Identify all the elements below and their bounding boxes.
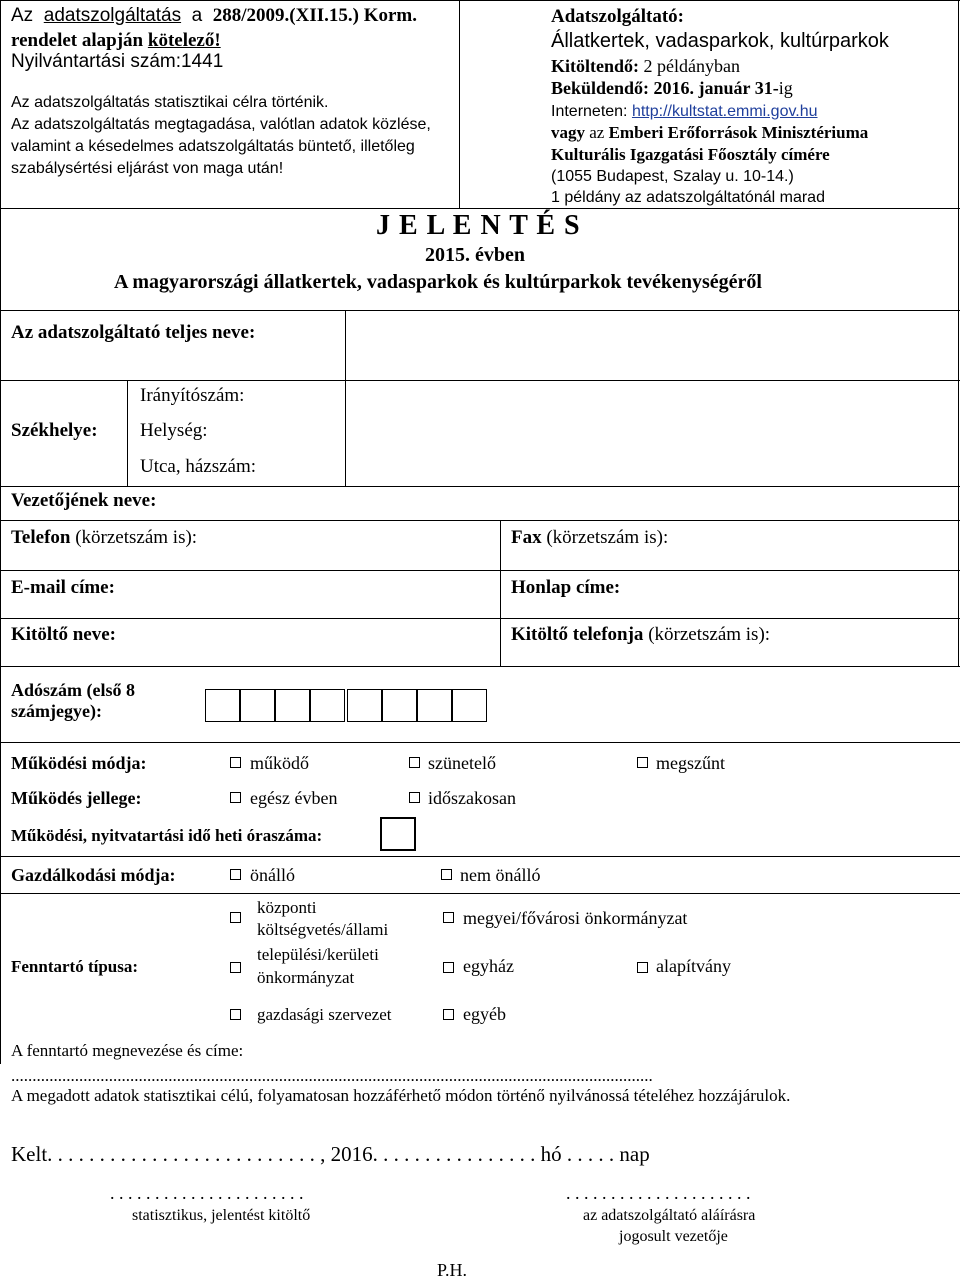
maintainer-business-label: gazdasági szervezet [257,1005,392,1024]
seat-divider-line-1 [127,380,128,486]
az-word: az [589,123,605,142]
ministry-name: Emberi Erőforrások Minisztériuma [608,123,869,142]
internet-line [551,103,818,121]
fullname-bottom-line [0,380,960,381]
phone-label [11,527,197,549]
filler-phone-rest: (körzetszám is): [648,624,771,645]
tax-bottom-line [0,742,960,743]
provider-label: Adatszolgáltató: [551,6,684,27]
legal-line2-a: rendelet alapján [11,30,144,51]
date-line[interactable]: Kelt. . . . . . . . . . . . . . . . . . . . . . . . . . , 2016. . . . . . . . . . . . . . . . hó . . . . . nap [11,1142,650,1166]
email-label: E-mail címe: [11,577,115,598]
maintainer-foundation-label: alapítvány [656,956,731,976]
tax-digit-1[interactable] [205,689,240,722]
legal-a: a [191,5,203,26]
leader-label: Vezetőjének neve: [11,490,157,511]
hours-label: Működési, nyitvatartási idő heti óraszáma: [11,826,323,845]
filler-phone-bold: Kitöltő telefonja [511,624,644,645]
seat-divider-line-2 [345,380,346,486]
sign-dots-right: . . . . . . . . . . . . . . . . . . . . . [566,1183,751,1203]
maintainer-county-label: megyei/fővárosi önkormányzat [463,908,688,928]
maintainer-name-dots[interactable]: ....................................................................................................................................................... [11,1066,653,1085]
tax-digit-5[interactable] [347,689,382,722]
legal-prefix: Az [11,5,34,26]
contact-bottom-line [0,666,960,667]
report-subtitle: A magyarországi állatkertek, vadasparkok és kultúrparkok tevékenységéről [114,271,762,293]
report-year: 2015. évben [425,244,525,266]
legal-notice-line1 [11,5,417,27]
frame-top-line [0,0,960,1]
tax-digit-7[interactable] [417,689,452,722]
penalty-text-2: valamint a késedelmes adatszolgáltatás büntető, illetőleg [11,138,415,155]
stat-purpose-text: Az adatszolgáltatás statisztikai célra történik. [11,94,329,111]
consent-text: A megadott adatok statisztikai célú, folyamatosan hozzáférhető módon történő nyilvánossá tételéhez hozzájárulok. [11,1086,791,1105]
report-title: J E L E N T É S [376,210,581,241]
maintainer-other-label: egyéb [463,1004,506,1024]
fax-label-rest: (körzetszám is): [546,527,669,548]
fax-label-bold: Fax [511,527,542,548]
fill-copies [551,56,740,77]
tax-digit-2[interactable] [240,689,275,722]
nature-yearround-label: egész évben [250,788,338,808]
maintainer-foundation-checkbox[interactable] [637,962,648,973]
phone-bottom-line [0,570,960,571]
zip-label: Irányítószám: [140,385,245,406]
phone-label-rest: (körzetszám is): [75,527,198,548]
operation-active-label: működő [250,753,310,773]
operation-label: Működési módja: [11,753,147,773]
operation-paused-label: szünetelő [428,753,496,773]
header-divider-line [459,0,460,208]
sign-right-caption-1: az adatszolgáltató aláírásra [583,1207,756,1224]
filler-phone-label [511,624,770,646]
seat-input[interactable] [350,384,954,482]
send-label: Beküldendő: 2016. január 31- [551,78,779,98]
send-suffix: ig [778,78,793,98]
maintainer-local-checkbox[interactable] [230,962,241,973]
tax-digit-8[interactable] [452,689,487,722]
economy-independent-checkbox[interactable] [230,869,241,880]
maintainer-label: Fenntartó típusa: [11,957,139,976]
leader-input[interactable] [180,489,954,517]
send-deadline [551,78,793,99]
leader-bottom-line [0,520,960,521]
frame-right-line [958,0,959,666]
hours-bottom-line [0,856,960,857]
economy-independent-label: önálló [250,865,295,885]
sign-left-caption: statisztikus, jelentést kitöltő [132,1207,311,1224]
web-label: Honlap címe: [511,577,621,598]
header-bottom-line [0,208,960,209]
email-bottom-line [0,618,960,619]
nature-seasonal-checkbox[interactable] [409,792,420,803]
tax-digit-3[interactable] [275,689,310,722]
registration-number: Nyilvántartási szám:1441 [11,51,224,72]
maintainer-central-label-1: központi [257,898,317,917]
penalty-text-3: szabálysértési eljárást von maga után! [11,160,284,177]
tax-digit-4[interactable] [310,689,345,722]
maintainer-church-label: egyház [463,956,514,976]
contact-divider-line [500,520,501,666]
maintainer-other-checkbox[interactable] [443,1009,454,1020]
maintainer-church-checkbox[interactable] [443,962,454,973]
nature-seasonal-label: időszakosan [428,788,516,808]
economy-label: Gazdálkodási módja: [11,865,176,885]
sign-dots-left: . . . . . . . . . . . . . . . . . . . . . . [110,1183,304,1203]
fullname-divider-line [345,310,346,380]
legal-notice-line2 [11,30,221,52]
maintainer-central-checkbox[interactable] [230,912,241,923]
maintainer-local-label-1: települési/kerületi [257,945,379,964]
maintainer-business-checkbox[interactable] [230,1009,241,1020]
legal-decree: 288/2009.(XII.15.) Korm. [212,5,418,26]
department-name: Kulturális Igazgatási Főosztály címére [551,145,830,164]
tax-label-1: Adószám (első 8 [11,680,135,700]
phone-label-bold: Telefon [11,527,71,548]
city-label: Helység: [140,420,208,441]
nature-yearround-checkbox[interactable] [230,792,241,803]
maintainer-county-checkbox[interactable] [443,912,454,923]
nature-label: Működés jellege: [11,788,142,808]
fill-value: 2 példányban [643,56,740,76]
hours-input-box[interactable] [380,817,416,851]
full-name-label: Az adatszolgáltató teljes neve: [11,322,256,343]
economy-dependent-label: nem önálló [460,865,541,885]
economy-dependent-checkbox[interactable] [441,869,452,880]
fill-label: Kitöltendő: [551,56,639,76]
penalty-text-1: Az adatszolgáltatás megtagadása, valótlan adatok közlése, [11,116,431,133]
internet-url-link[interactable]: http://kultstat.emmi.gov.hu [631,103,818,120]
tax-digit-6[interactable] [382,689,417,722]
maintainer-local-label-2: önkormányzat [257,968,355,987]
operation-paused-checkbox[interactable] [409,757,420,768]
fax-label [511,527,668,549]
frame-left-line [0,0,1,1064]
title-bottom-line [0,310,960,311]
street-label: Utca, házszám: [140,456,257,477]
or-word: vagy [551,123,585,142]
legal-mandatory-link[interactable]: kötelező! [147,30,221,51]
copy-note: 1 példány az adatszolgáltatónál marad [551,189,825,206]
stamp-label: P.H. [437,1260,468,1280]
maintainer-central-label-2: költségvetés/állami [257,920,389,939]
operation-ended-label: megszűnt [656,753,725,773]
operation-active-checkbox[interactable] [230,757,241,768]
filler-label: Kitöltő neve: [11,624,117,645]
ministry-address: (1055 Budapest, Szalay u. 10-14.) [551,168,794,185]
legal-link[interactable]: adatszolgáltatás [43,5,182,26]
sign-right-caption-2: jogosult vezetője [619,1228,728,1245]
full-name-input[interactable] [350,314,954,376]
operation-ended-checkbox[interactable] [637,757,648,768]
internet-label: Interneten: [551,103,628,120]
maintainer-name-label: A fenntartó megnevezése és címe: [11,1041,244,1060]
seat-bottom-line [0,486,960,487]
ministry-line [551,123,868,143]
provider-value: Állatkertek, vadasparkok, kultúrparkok [551,30,889,52]
economy-bottom-line [0,893,960,894]
tax-label-2: számjegye): [11,701,102,721]
seat-label: Székhelye: [11,420,98,441]
